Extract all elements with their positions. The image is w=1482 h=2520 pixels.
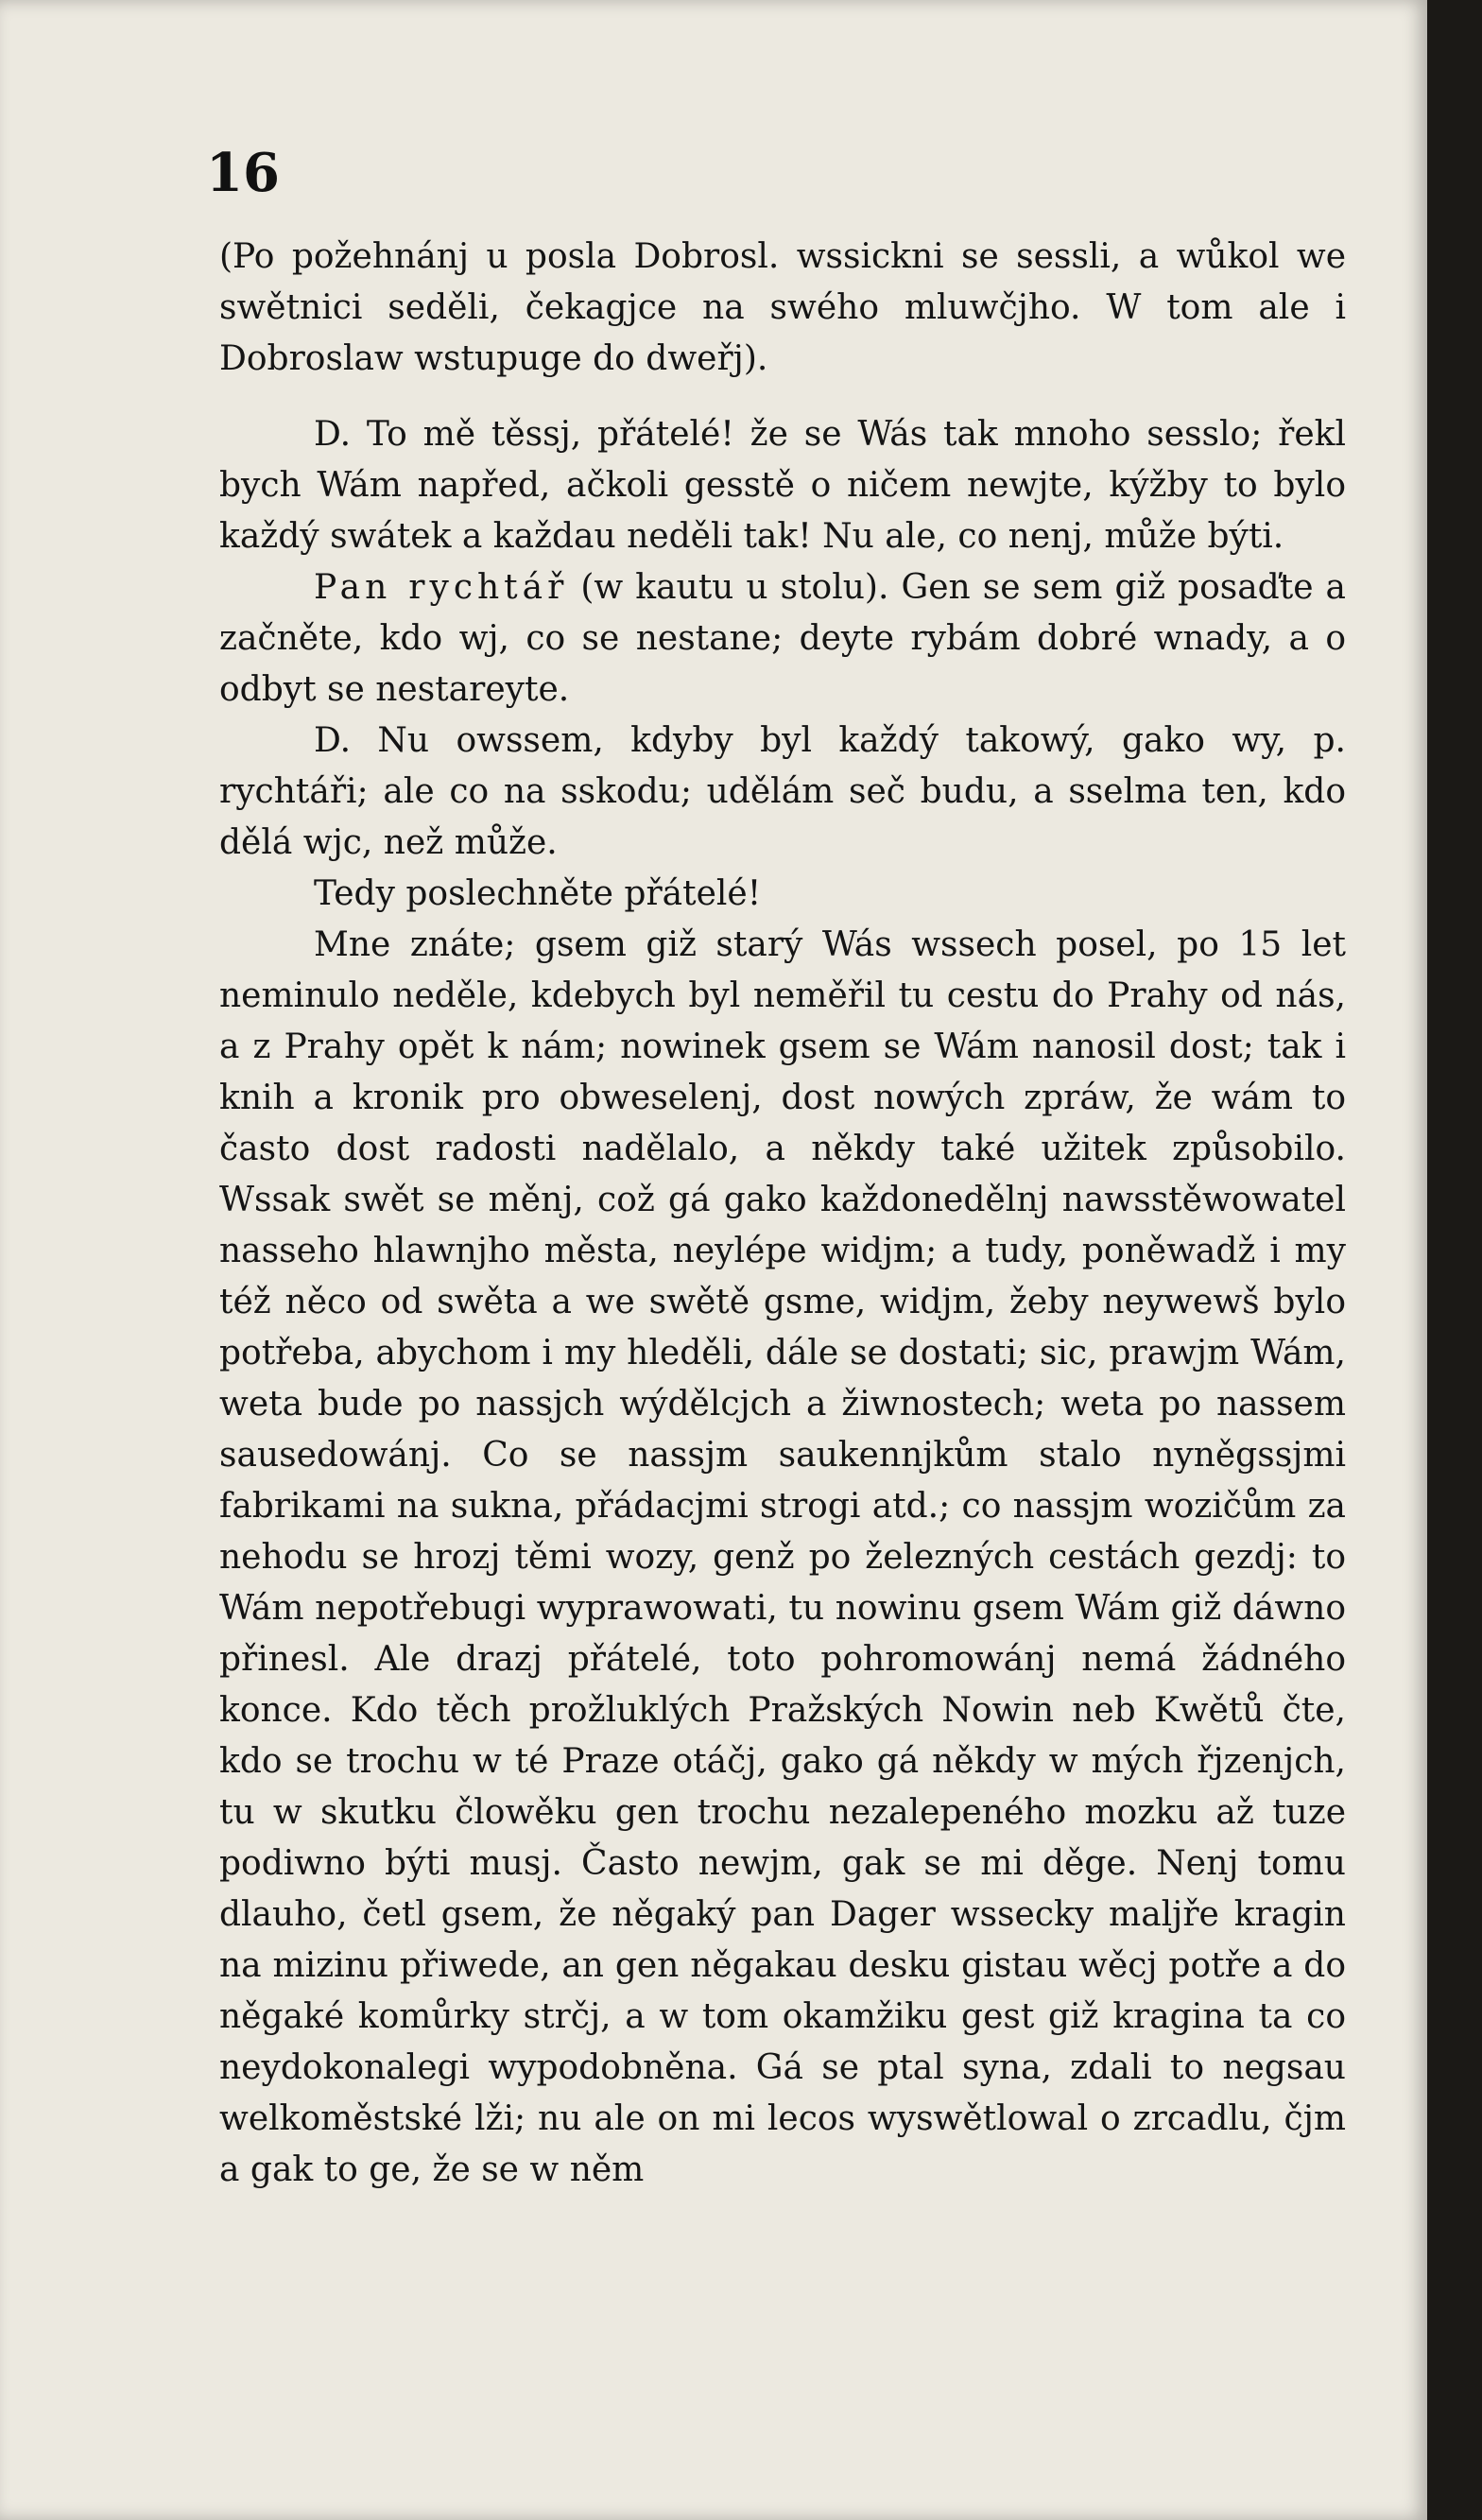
page-number: 16 (206, 142, 280, 204)
stage-direction: (Po požehnánj u posla Dobrosl. wssickni se sessli, a wůkol we swětnici seděli, čekagjce na swého mluwčjho. W tom ale i Dobroslaw wstupuge do dweřj). (219, 237, 1346, 378)
paragraph-main: Mne znáte; gsem giž starý Wás wssech posel, po 15 let neminulo neděle, kdebych byl neměřil tu cestu do Prahy od nás, a z Prahy opět k nám; nowinek gsem se Wám nanosil dost; tak i knih a kronik pro obweselenj, dost nowých zpráw, že wám to často dost radosti nadělalo, a někdy také užitek způsobilo. Wssak swět se měnj, což gá gako každonedělnj nawsstěwowatel nasseho hlawnjho města, neylépe widjm; a tudy, poněwadž i my též něco od swěta a we swětě gsme, widjm, žeby neywewš bylo potřeba, abychom i my hleděli, dále se dostati; sic, prawjm Wám, weta bude po nassjch wýdělcjch a žiwnostech; weta po nassem sausedowánj. Co se nassjm saukennjkům stalo nyněgssjmi fabrikami na sukna, přádacjmi strogi atd.; co nassjm wozičům za nehodu se hrozj těmi wozy, genž po železných cestách gezdj: to Wám nepotřebugi wyprawowati, tu nowinu gsem Wám giž dáwno přinesl. Ale drazj přátelé, toto pohromowánj nemá žádného konce. Kdo těch prožluklých Pražských Nowin neb Kwětů čte, kdo se trochu w té Praze otáčj, gako gá někdy w mých řjzenjch, tu w skutku člowěku gen trochu nezalepeného mozku až tuze podiwno býti musj. Často newjm, gak se mi děge. Nenj tomu dlauho, četl gsem, že něgaký pan Dager wssecky maljře kragin na mizinu přiwede, an gen něgakau desku gistau wěcj potře a do něgaké komůrky strčj, a w tom okamžiku gest giž kragina ta co neydokonalegi wypodobněna. Gá se ptal syna, zdali to negsau welkoměstské lži; nu ale on mi lecos wyswětlowal o zrcadlu, čjm a gak to ge, že se w něm (219, 925, 1346, 2189)
speech-text: Nu owssem, kdyby byl každý takowý, gako wy, p. rychtáři; ale co na sskodu; udělám seč budu, a sselma ten, kdo dělá wjc, než může. (219, 721, 1346, 862)
dialogue-rychtar (219, 562, 1346, 716)
speaker-name: D. (314, 721, 352, 760)
paragraph-tedy: Tedy poslechněte přátelé! (314, 874, 762, 913)
speaker-name: Pan rychtář (314, 568, 569, 607)
speech-text: (w kautu u stolu). Gen se sem giž posaďte a začněte, kdo wj, co se nestane; deyte rybám dobré wnady, a o odbyt se nestareyte. (219, 568, 1346, 709)
speech-text: To mě těssj, přátelé! že se Wás tak mnoho sesslo; řekl bych Wám napřed, ačkoli gesstě o ničem newjte, kýžby to bylo každý swátek a každau neděli tak! Nu ale, co nenj, může býti. (219, 415, 1346, 556)
dialogue-dobroslaw-1 (219, 409, 1346, 562)
dialogue-dobroslaw-2 (219, 716, 1346, 869)
page-edge-shadow (1427, 0, 1482, 2520)
page-text (219, 232, 1346, 2196)
speaker-name: D. (314, 415, 352, 454)
